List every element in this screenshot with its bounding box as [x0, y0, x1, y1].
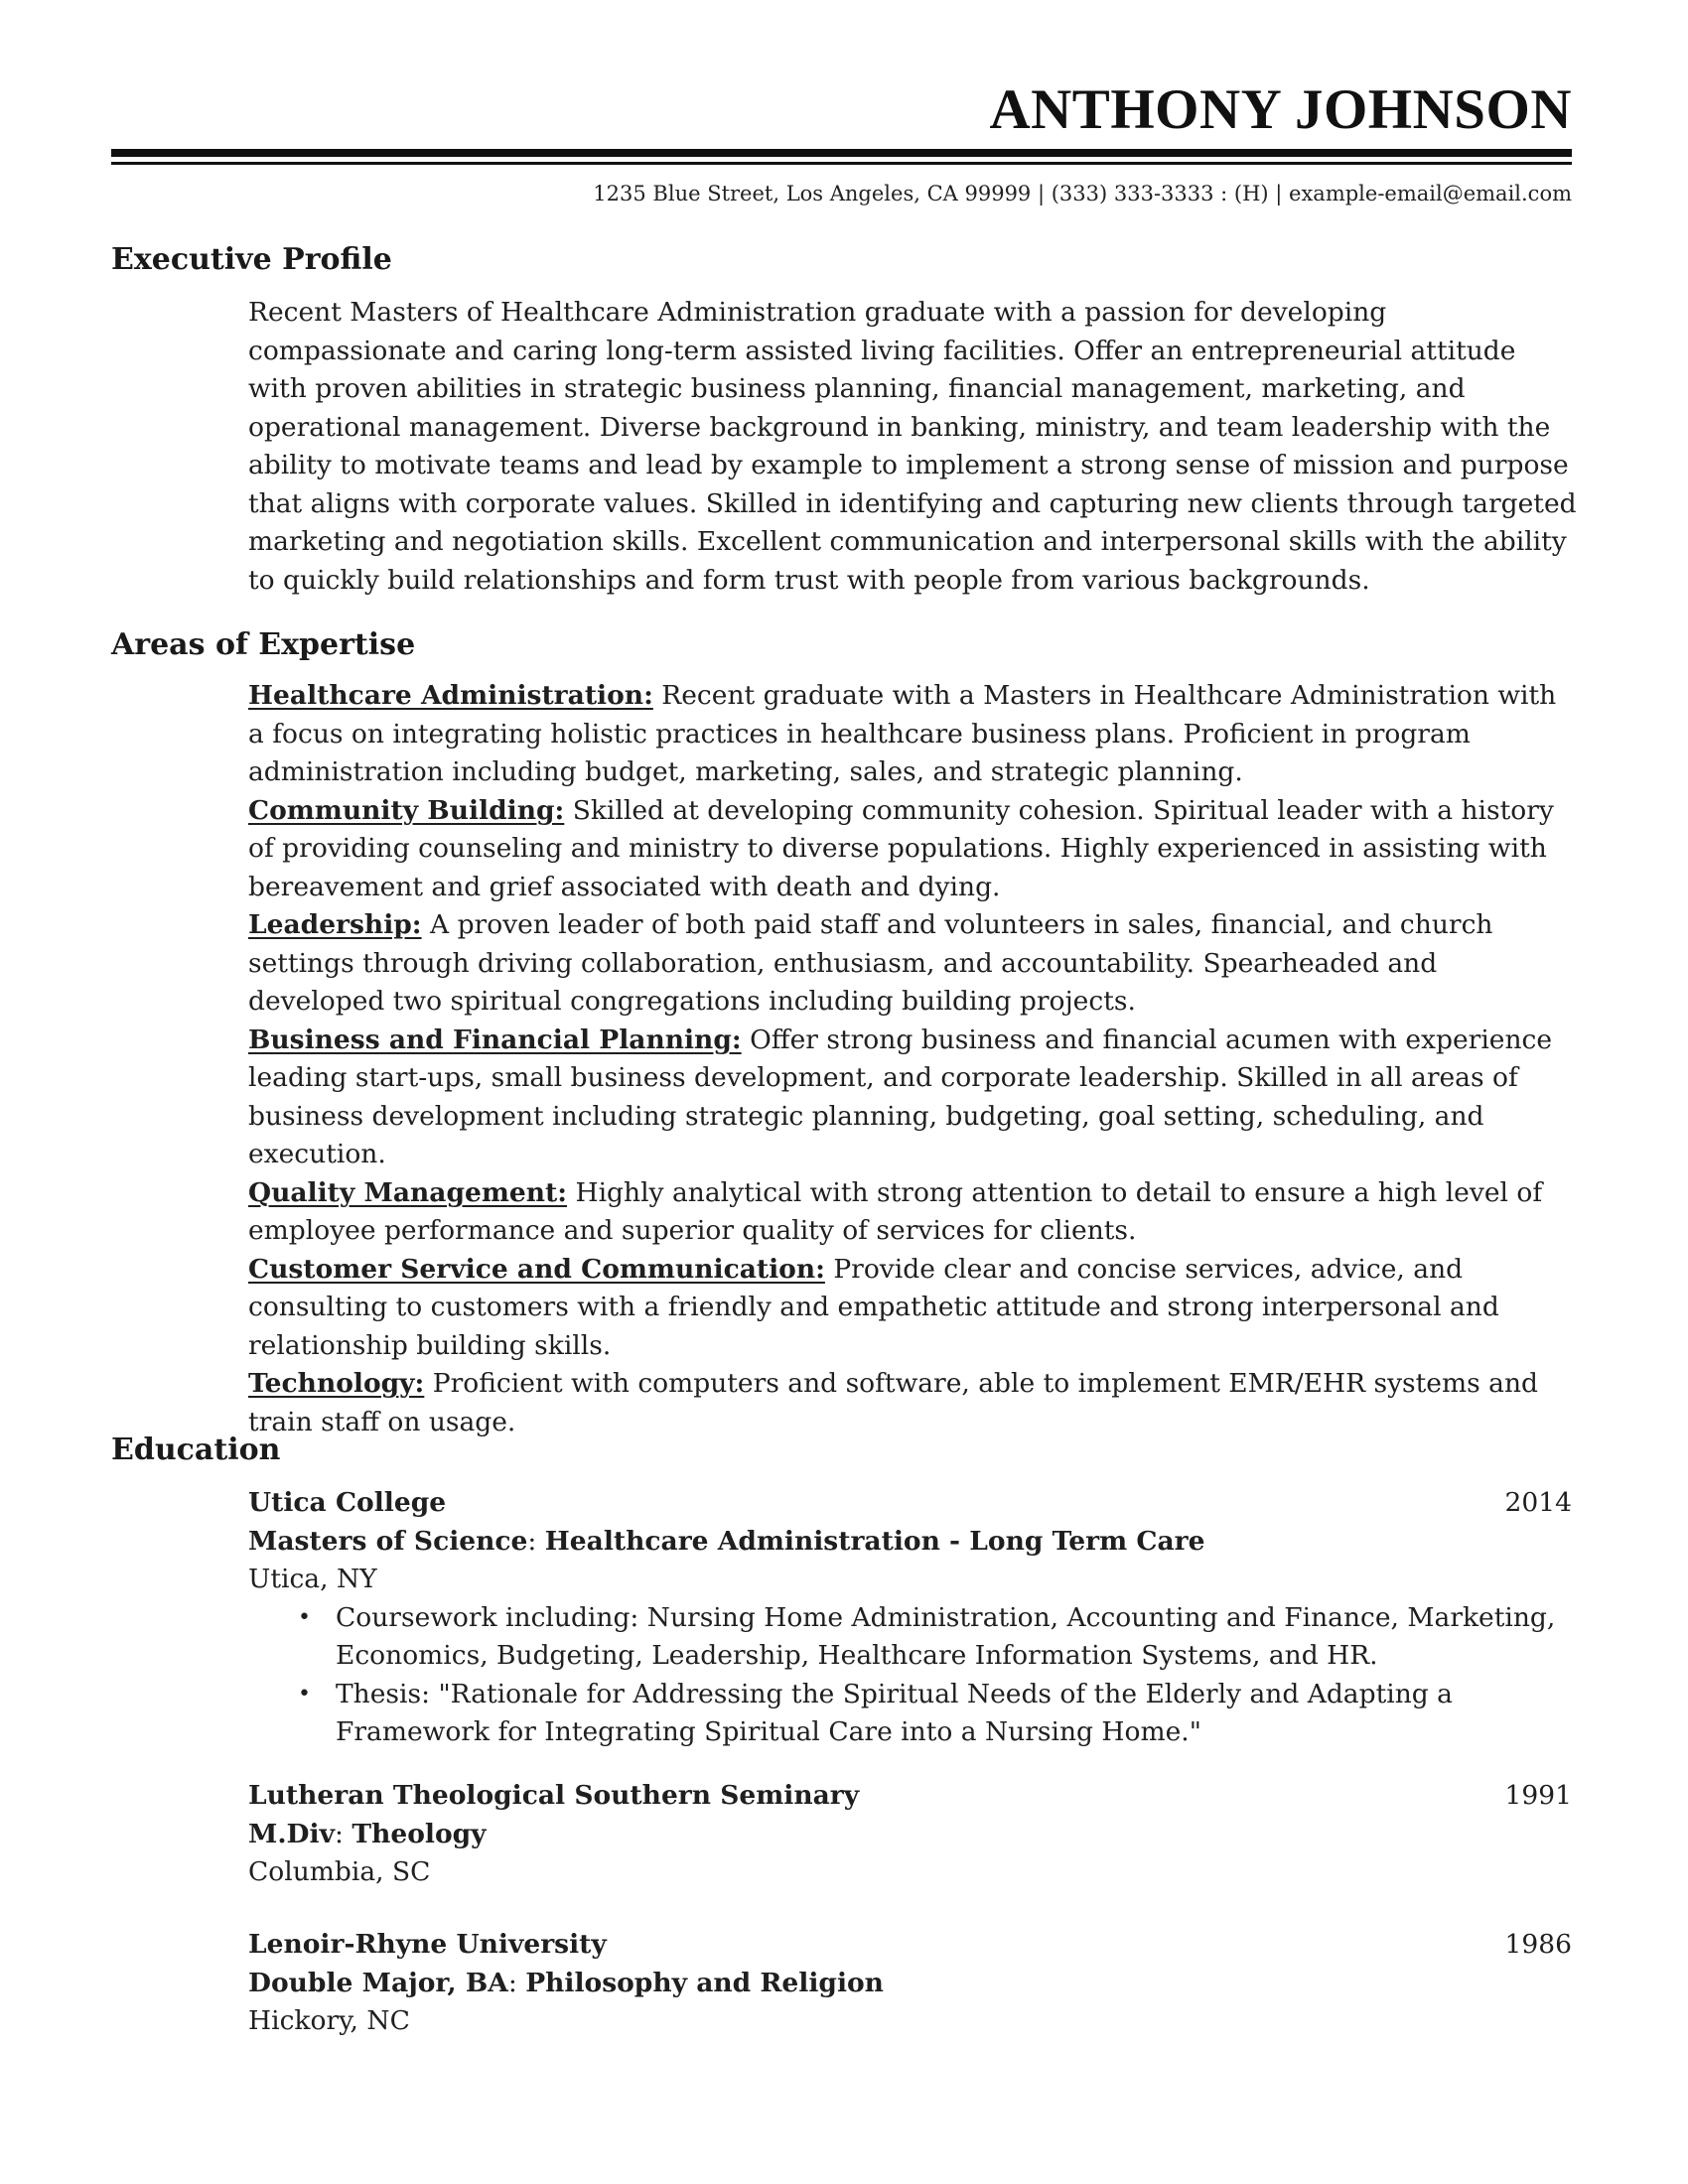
- bullet-glyph: •: [298, 1604, 311, 1630]
- degree-label: Double Major, BA: [248, 1967, 508, 1998]
- candidate-name: ANTHONY JOHNSON: [989, 78, 1572, 141]
- education-bullet-text: Thesis: "Rationale for Addressing the Spiritual Needs of the Elderly and Adapting a Framework for Integrating Spiritual Care into a Nursing Home.": [336, 1678, 1453, 1747]
- expertise-item: [248, 792, 1579, 907]
- degree-line: [248, 1523, 1572, 1562]
- expertise-item: [248, 906, 1579, 1022]
- degree-field: Theology: [352, 1818, 487, 1849]
- school-location: Utica, NY: [248, 1564, 377, 1594]
- expertise-item-title: Business and Financial Planning:: [248, 1024, 742, 1055]
- graduation-year: 2014: [1504, 1487, 1572, 1518]
- expertise-item-text: Offer strong business and financial acumen with experience leading start-ups, small business development, and corporate leadership. Skilled in all areas of business development including strategic planning, budgeting, goal setting, scheduling, and execution.: [248, 1024, 1553, 1169]
- executive-profile-text: Recent Masters of Healthcare Administration graduate with a passion for developing compassionate and caring long-term assisted living facilities. Offer an entrepreneurial attitude with proven abilities in strategic business planning, financial management, marketing, and operational management. Diverse background in banking, ministry, and team leadership with the ability to motivate teams and lead by example to implement a strong sense of mission and purpose that aligns with corporate values. Skilled in identifying and capturing new clients through targeted marketing and negotiation skills. Excellent communication and interpersonal skills with the ability to quickly build relationships and form trust with people from various backgrounds.: [248, 297, 1577, 596]
- degree-field: Healthcare Administration - Long Term Care: [544, 1525, 1205, 1557]
- expertise-item: [248, 1365, 1579, 1441]
- expertise-item-text: Provide clear and concise services, advice, and consulting to customers with a friendly and empathetic attitude and strong interpersonal and relationship building skills.: [248, 1253, 1499, 1361]
- graduation-year: 1986: [1504, 1929, 1572, 1960]
- header-rule-thin: [111, 162, 1572, 165]
- expertise-item-text: Highly analytical with strong attention to detail to ensure a high level of employee performance and superior quality of services for clients.: [248, 1176, 1543, 1246]
- expertise-item-text: Proficient with computers and software, able to implement EMR/EHR systems and train staff on usage.: [248, 1368, 1538, 1437]
- expertise-item: [248, 677, 1579, 792]
- section-title-education: Education: [111, 1433, 281, 1467]
- education-entry-lutheran: [248, 1777, 1572, 1892]
- expertise-item-title: Customer Service and Communication:: [248, 1253, 825, 1285]
- education-entry-utica: [248, 1484, 1572, 1752]
- degree-separator: :: [507, 1967, 526, 1998]
- expertise-item-title: Healthcare Administration:: [248, 680, 653, 711]
- header-rule-thick: [111, 149, 1572, 157]
- education-bullet-item: [298, 1599, 1572, 1676]
- education-entry-header: [248, 1777, 1572, 1816]
- expertise-item-title: Leadership:: [248, 909, 422, 940]
- graduation-year: 1991: [1504, 1780, 1572, 1811]
- section-title-areas-of-expertise: Areas of Expertise: [111, 627, 416, 662]
- expertise-item-text: Skilled at developing community cohesion. Spiritual leader with a history of providing counseling and ministry to diverse populations. Highly experienced in assisting with bereavement and grief associated with death and dying.: [248, 794, 1554, 902]
- education-entry-lenoir-rhyne: [248, 1926, 1572, 2041]
- education-entry-header: [248, 1484, 1572, 1523]
- degree-label: Masters of Science: [248, 1525, 528, 1557]
- education-bullet-item: [298, 1676, 1572, 1752]
- expertise-item: [248, 1251, 1579, 1366]
- education-bullets: [248, 1599, 1572, 1752]
- bullet-glyph: •: [298, 1681, 311, 1706]
- education-entry-header: [248, 1926, 1572, 1965]
- contact-line: 1235 Blue Street, Los Angeles, CA 99999 | (333) 333-3333 : (H) | example-email@email.com: [593, 182, 1572, 205]
- school-name: Lutheran Theological Southern Seminary: [248, 1780, 860, 1811]
- school-location: Hickory, NC: [248, 2005, 410, 2036]
- expertise-item: [248, 1022, 1579, 1174]
- school-location: Columbia, SC: [248, 1856, 431, 1887]
- education-bullet-text: Coursework including: Nursing Home Administration, Accounting and Finance, Marketing, Economics, Budgeting, Leadership, Healthcare Information Systems, and HR.: [336, 1601, 1556, 1671]
- degree-line: [248, 1965, 1572, 2003]
- section-title-executive-profile: Executive Profile: [111, 242, 392, 277]
- executive-profile-body: [248, 294, 1579, 600]
- expertise-item-title: Community Building:: [248, 794, 565, 826]
- expertise-list: [248, 677, 1579, 1441]
- expertise-item-title: Technology:: [248, 1368, 425, 1399]
- expertise-item-text: Recent graduate with a Masters in Healthcare Administration with a focus on integrating holistic practices in healthcare business plans. Proficient in program administration including budget, marketing, sales, and strategic planning.: [248, 680, 1557, 787]
- expertise-item: [248, 1174, 1579, 1251]
- degree-label: M.Div: [248, 1818, 336, 1849]
- expertise-item-text: A proven leader of both paid staff and volunteers in sales, financial, and church settings through driving collaboration, enthusiasm, and accountability. Spearheaded and developed two spiritual congregations including building projects.: [248, 909, 1493, 1017]
- degree-separator: :: [527, 1525, 545, 1557]
- degree-field: Philosophy and Religion: [525, 1967, 884, 1998]
- degree-separator: :: [335, 1818, 352, 1849]
- expertise-item-title: Quality Management:: [248, 1176, 568, 1208]
- school-name: Utica College: [248, 1487, 447, 1518]
- school-name: Lenoir-Rhyne University: [248, 1929, 607, 1960]
- degree-line: [248, 1816, 1572, 1854]
